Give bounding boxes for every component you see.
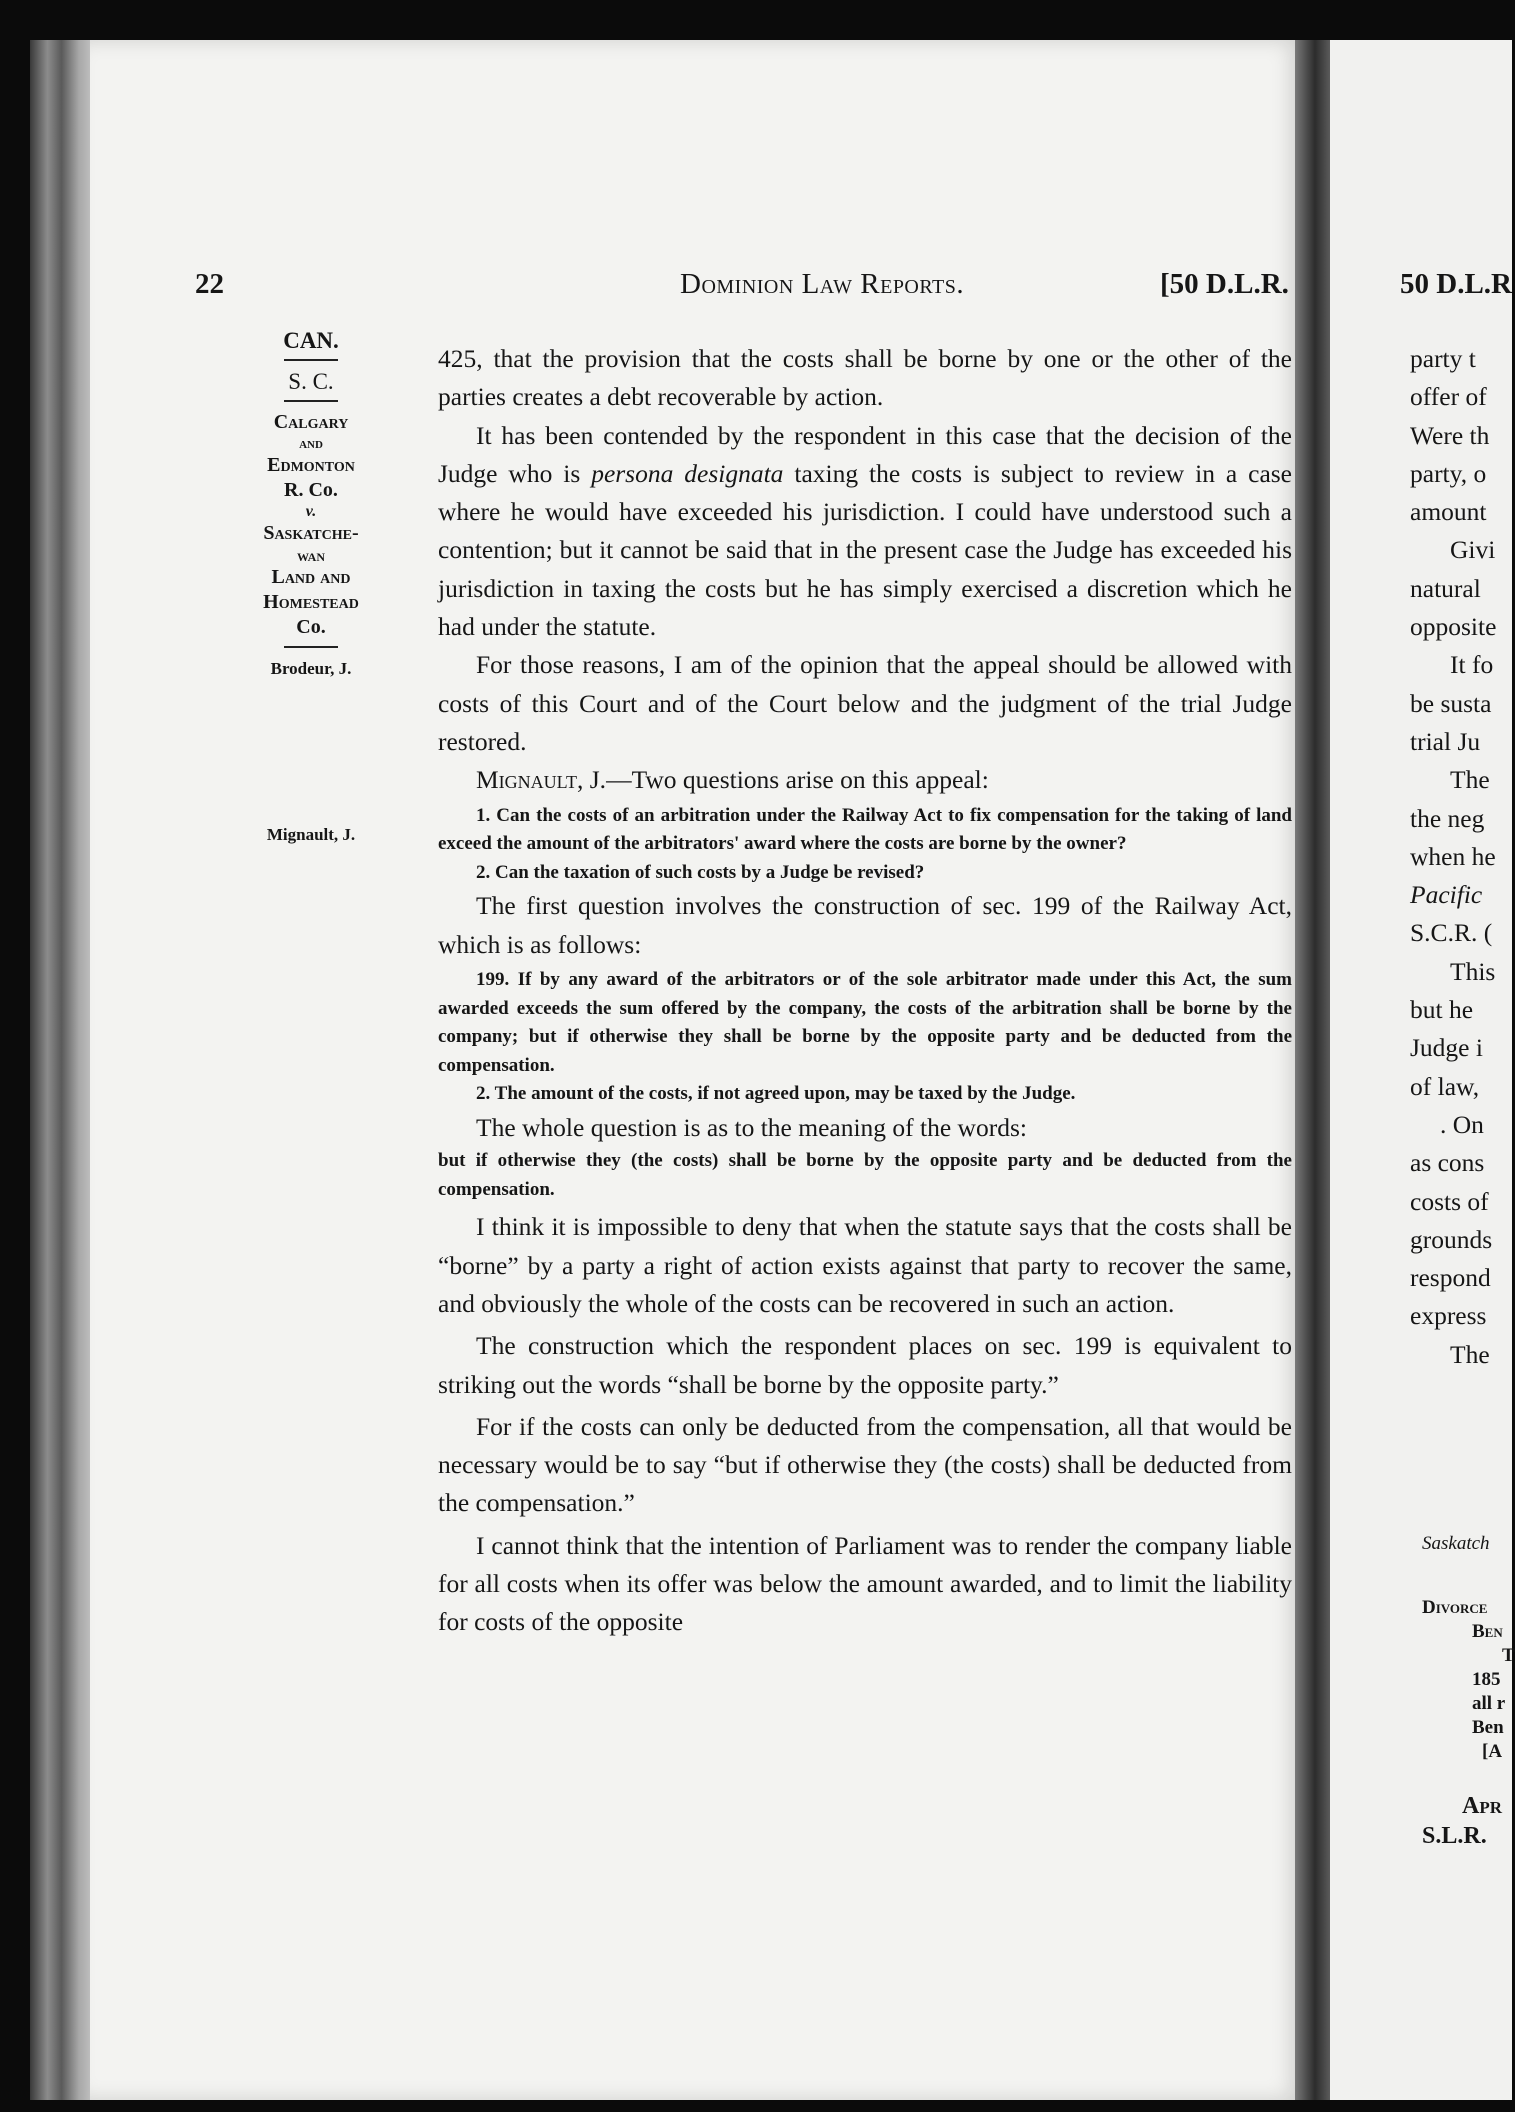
text-line: natural [1410,573,1481,603]
judge-sidenote: Mignault, J. [266,825,356,844]
text-line: This [1450,956,1496,986]
text-line: Pacific [1410,880,1483,910]
text-line: T [1502,1645,1515,1666]
text-line: trial Ju [1410,726,1481,756]
divider [284,646,338,648]
text-line: The [1450,1339,1490,1369]
paragraph: I think it is impossible to deny that when the statute says that the costs shall be “borne” by a party a right of action exists against that party to recover the same, and obviously the whole of the costs can be recovered in such an action. [438,1212,1292,1318]
text-line: Divorce [1422,1597,1488,1618]
paragraph [438,417,1292,647]
text-line: the neg [1410,803,1485,833]
text-line: S.C.R. ( [1410,918,1493,948]
paragraph: The construction which the respondent places on sec. 199 is equivalent to striking out the words “shall be borne by the opposite party.” [438,1331,1292,1399]
right-lower-text [1422,1532,1515,1848]
running-head: Dominion Law Reports. [680,268,965,300]
text-line: . On [1440,1109,1484,1139]
page-number: 22 [195,268,224,300]
paragraph: 425, that the provision that the costs shall be borne by one or the other of the parties creates a debt recoverable by action. [438,344,1292,412]
text-line: The [1450,765,1490,795]
book-gutter [1295,40,1335,2100]
text-line: respond [1410,1263,1491,1293]
paragraph: For those reasons, I am of the opinion that the appeal should be allowed with costs of this Court and of the Court below and the judgment of the trial Judge restored. [438,650,1292,756]
case-name-line: Homestead [263,591,359,613]
paragraph [438,761,1292,799]
text-run: It has been contended by the respondent in this case that the decision of the Judge who is [438,420,1292,488]
divider [284,400,338,402]
statute-quote: 2. The amount of the costs, if not agreed upon, may be taxed by the Judge. [476,1083,1076,1105]
text-line: express [1410,1301,1487,1331]
text-run: —Two questions arise on this appeal: [606,765,989,795]
text-line: amount [1410,497,1487,527]
text-line: party, o [1410,458,1487,488]
text-line: party t [1410,344,1476,373]
paragraph: For if the costs can only be deducted from the compensation, all that would be necessary would be to say “but if otherwise they (the costs) shall be deducted from the compensation.” [438,1411,1292,1518]
text-line: 185 [1472,1669,1501,1690]
page-header [90,268,1305,308]
text-line: Ben [1472,1717,1504,1738]
text-line: all r [1472,1693,1506,1714]
volume-reference: [50 D.L.R. [1160,268,1289,300]
text-line: Apr [1462,1793,1502,1819]
divider [284,359,338,361]
text-line: grounds [1410,1224,1493,1254]
text-line: Ben [1472,1621,1503,1642]
case-name-line: Edmonton [267,454,355,476]
paragraph: The first question involves the construction of sec. 199 of the Railway Act, which is as follows: [438,891,1292,959]
question: 1. Can the costs of an arbitration under the Railway Act to fix compensation for the taking of land exceed the amount of the arbitrators' award where the costs are borne by the owner? [438,804,1292,855]
left-page [90,40,1305,2100]
case-name-line: v. [305,503,317,520]
case-name-line: Calgary [273,411,349,433]
text-line: as cons [1410,1148,1485,1178]
text-line: of law, [1410,1071,1480,1101]
case-name-line: Saskatche- [263,522,359,544]
text-run: taxing the costs is subject to review in a case where he would have exceeded his jurisdiction. I could have understood such a contention; but it cannot be said that in the present case the Judge has exceeded his jurisdiction in taxing the costs but he has simply exercised a discretion which he had under the statute. [438,458,1293,642]
text-line: offer of [1410,382,1487,412]
judge-sidenote: Brodeur, J. [270,659,352,678]
judge-name: Mignault, J. [476,765,607,795]
block-quote: but if otherwise they (the costs) shall be borne by the opposite party and be deducted from the compensation. [438,1150,1292,1200]
statute-quote: 199. If by any award of the arbitrators or of the sole arbitrator made under this Act, the sum awarded exceeds the sum offered by the company, the costs of the arbitration shall be borne by the company; but if otherwise they shall be borne by the opposite party and be deducted from the compensation. [438,968,1292,1076]
text-line: [A [1482,1741,1503,1762]
case-name-line: wan [296,546,325,565]
text-line: costs of [1410,1186,1489,1216]
court-country: CAN. [283,328,339,353]
paragraph: The whole question is as to the meaning of the words: [476,1112,1027,1142]
case-name-line: and [299,436,323,452]
paragraph: I cannot think that the intention of Parliament was to render the company liable for all costs when its offer was below the amount awarded, and to limit the liability for costs of the opposite [438,1530,1292,1637]
right-running-head: 50 D.L.R [1400,268,1512,300]
right-page [1330,40,1515,2100]
italic-text: persona designata [591,458,784,488]
case-name-line: Land and [271,566,351,588]
text-line: Were th [1410,420,1490,450]
question: 2. Can the taxation of such costs by a Judge be revised? [476,861,925,883]
case-name-line: R. Co. [284,479,338,501]
main-text [438,340,1292,1642]
text-line: Saskatch [1422,1533,1490,1554]
case-name-line: Co. [296,616,326,638]
right-text-column [1410,340,1496,1374]
text-line: Givi [1450,535,1496,565]
text-line: but he [1410,995,1474,1025]
text-line: when he [1410,841,1496,871]
text-line: Judge i [1410,1033,1483,1063]
text-line: opposite [1410,612,1497,642]
text-line: be susta [1410,688,1492,718]
court: S. C. [288,369,334,394]
text-line: S.L.R. [1422,1823,1487,1849]
text-line: It fo [1450,650,1494,680]
case-sidenote [200,328,422,681]
